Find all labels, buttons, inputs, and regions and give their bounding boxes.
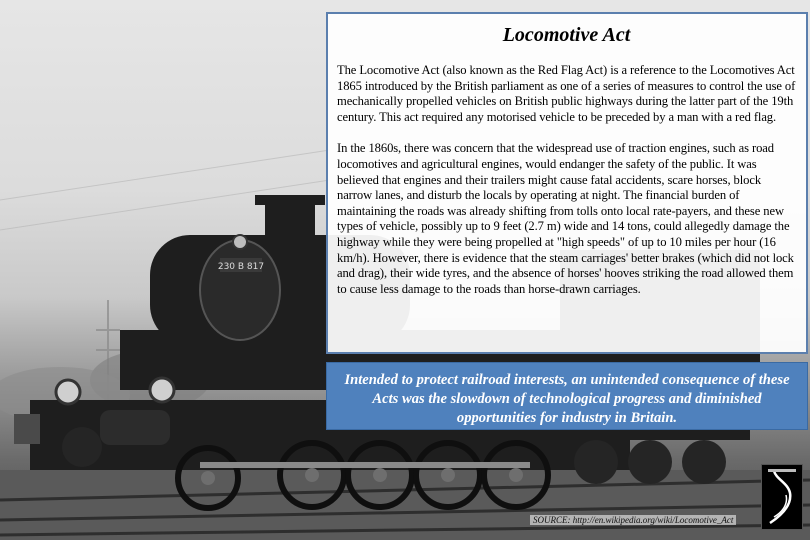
logo-icon <box>761 464 803 530</box>
source-citation: SOURCE: http://en.wikipedia.org/wiki/Locomotive_Act <box>530 515 736 525</box>
text-panel <box>326 12 808 354</box>
paragraph-history: In the 1860s, there was concern that the widespread use of traction engines, such as road locomotives and agricultural engines, would endanger the safety of the public. It was believed that engines and their trailers might cause fatal accidents, scare horses, block narrow lanes, and disturb the locals by operating at night. The financial burden of maintaining the roads was already shifting from tolls onto local rate-payers, and these new types of vehicle, possibly up to 9 feet (2.7 m) wide and 14 tons, could allegedly damage the highway while they were being propelled at "high speeds" of up to 10 miles per hour (16 km/h). However, there is evidence that the steam carriages' better brakes (which did not lock and drag), their wide tyres, and the absence of horses' hooves striking the road allowed them to cause less damage to the roads than horse-drawn carriages. <box>337 141 794 296</box>
paragraph-definition: The Locomotive Act (also known as the Red Flag Act) is a reference to the Locomotives Act 1865 introduced by the British parliament as one of a series of measures to control the use of mechanically propelled vehicles on British public highways during the latter part of the 19th century. This act required any motorised vehicle to be preceded by a man with a red flag. <box>337 63 796 124</box>
panel-title: Locomotive Act <box>502 24 631 46</box>
callout-box: Intended to protect railroad interests, an unintended consequence of these Acts was the slowdown of technological progress and diminished opportunities for industry in Britain. <box>326 362 808 430</box>
number-plate: 230 B 817 <box>217 262 265 272</box>
